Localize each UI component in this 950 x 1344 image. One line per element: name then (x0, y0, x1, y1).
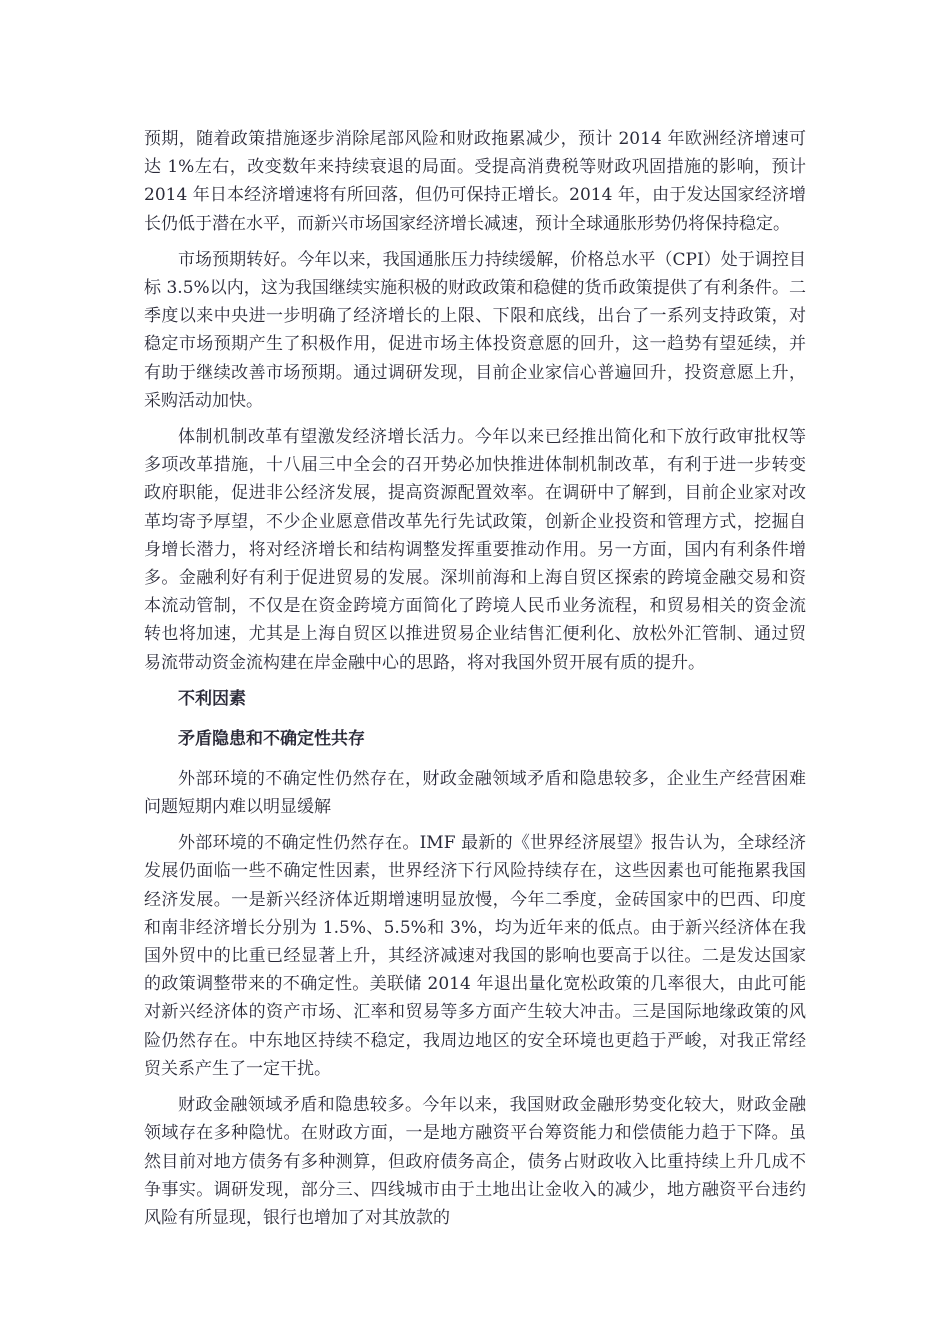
paragraph-market-expectations: 市场预期转好。今年以来，我国通胀压力持续缓解，价格总水平（CPI）处于调控目标 3.5%以内，这为我国继续实施积极的财政政策和稳健的货币政策提供了有利条件。二季度以来中央进一步明确了经济增长的上限、下限和底线，出台了一系列支持政策，对稳定市场预期产生了积极作用，促进市场主体投资意愿的回升，这一趋势有望延续，并有助于继续改善市场预期。通过调研发现，目前企业家信心普遍回升，投资意愿上升，采购活动加快。 (144, 249, 806, 411)
paragraph-external-environment: 外部环境的不确定性仍然存在。IMF 最新的《世界经济展望》报告认为，全球经济发展仍面临一些不确定性因素，世界经济下行风险持续存在，这些因素也可能拖累我国经济发展。一是新兴经济体近期增速明显放慢，今年二季度，金砖国家中的巴西、印度和南非经济增长分别为 1.5%、5.5%和 3%，均为近年来的低点。由于新兴经济体在我国外贸中的比重已经显著上升，其经济减速对我国的影响也要高于以往。二是发达国家的政策调整带来的不确定性。美联储 2014 年退出量化宽松政策的几率很大，由此可能对新兴经济体的资产市场、汇率和贸易等多方面产生较大冲击。三是国际地缘政策的风险仍然存在。中东地区持续不稳定，我周边地区的安全环境也更趋于严峻，对我正常经贸关系产生了一定干扰。 (144, 833, 806, 1079)
document-body (144, 125, 806, 1240)
section-heading-unfavorable-factors: 不利因素 (178, 688, 246, 709)
paragraph-institutional-reform: 体制机制改革有望激发经济增长活力。今年以来已经推出简化和下放行政审批权等多项改革措施，十八届三中全会的召开势必加快推进体制机制改革，有利于进一步转变政府职能，促进非公经济发展，提高资源配置效率。在调研中了解到，目前企业家对改革均寄予厚望，不少企业愿意借改革先行先试政策，创新企业投资和管理方式，挖掘自身增长潜力，将对经济增长和结构调整发挥重要推动作用。另一方面，国内有利条件增多。金融利好有利于促进贸易的发展。深圳前海和上海自贸区探索的跨境金融交易和资本流动管制，不仅是在资金跨境方面简化了跨境人民币业务流程，和贸易相关的资金流转也将加速，尤其是上海自贸区以推进贸易企业结售汇便利化、放松外汇管制、通过贸易流带动资金流构建在岸金融中心的思路，将对我国外贸开展有质的提升。 (144, 427, 806, 673)
paragraph-global-outlook: 预期，随着政策措施逐步消除尾部风险和财政拖累减少，预计 2014 年欧洲经济增速可达 1%左右，改变数年来持续衰退的局面。受提高消费税等财政巩固措施的影响，预计 2014 年日本经济增速将有所回落，但仍可保持正增长。2014 年，由于发达国家经济增长仍低于潜在水平，而新兴市场国家经济增长减速，预计全球通胀形势仍将保持稳定。 (144, 129, 806, 234)
subsection-heading-risks-uncertainty: 矛盾隐患和不确定性共存 (178, 728, 365, 749)
paragraph-fiscal-financial: 财政金融领域矛盾和隐患较多。今年以来，我国财政金融形势变化较大，财政金融领域存在多种隐忧。在财政方面，一是地方融资平台筹资能力和偿债能力趋于下降。虽然目前对地方债务有多种测算，但政府债务高企，债务占财政收入比重持续上升几成不争事实。调研发现，部分三、四线城市由于土地出让金收入的减少，地方融资平台违约风险有所显现，银行也增加了对其放款的 (144, 1095, 806, 1228)
paragraph-summary: 外部环境的不确定性仍然存在，财政金融领域矛盾和隐患较多，企业生产经营困难问题短期内难以明显缓解 (144, 768, 806, 818)
